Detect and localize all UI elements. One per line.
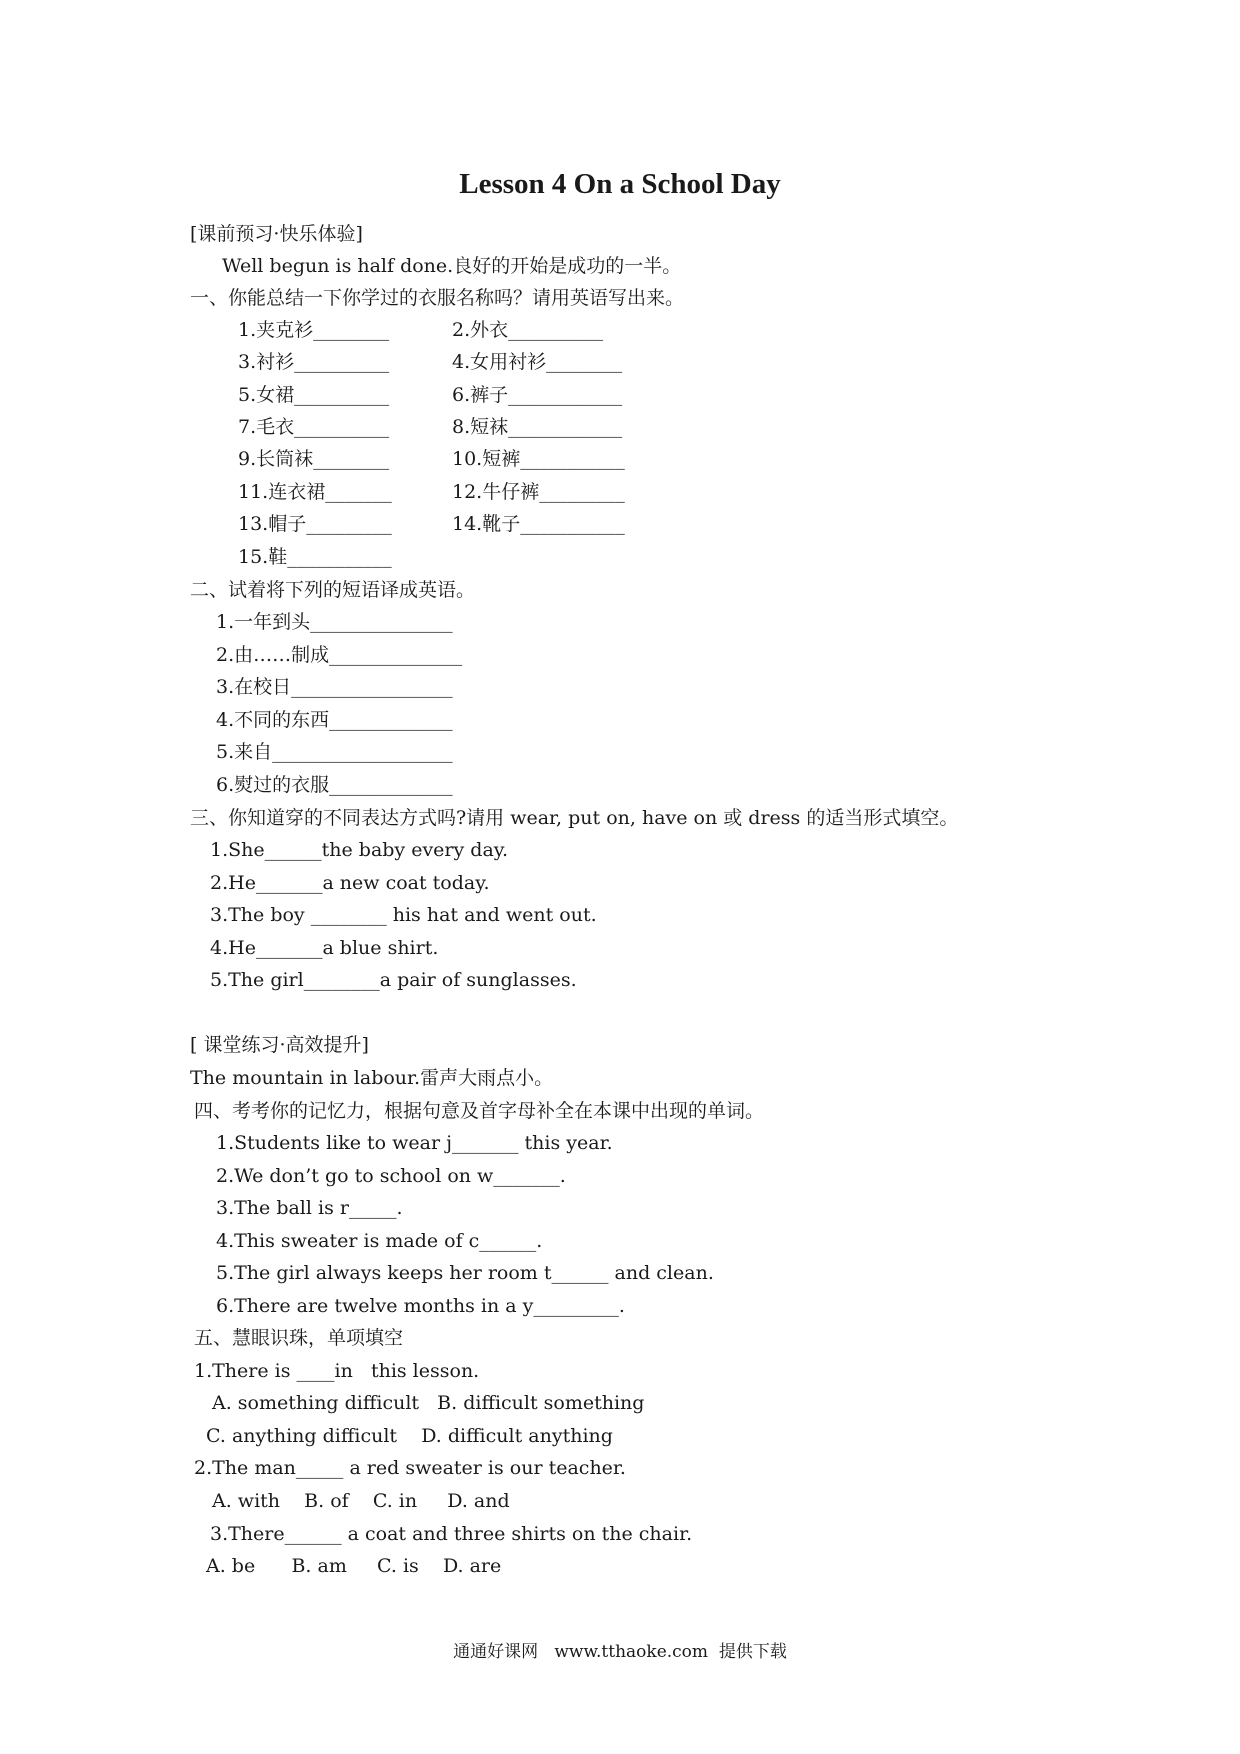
part1-heading: 一、你能总结一下你学过的衣服名称吗？请用英语写出来。 xyxy=(190,287,685,309)
part1-item: 11.连衣裙_______ xyxy=(238,481,392,503)
part2-item: 3.在校日_________________ xyxy=(216,676,453,698)
part1-item: 8.短袜____________ xyxy=(452,416,623,438)
part1-item: 2.外衣__________ xyxy=(452,319,604,341)
preview-motto: Well begun is half done.良好的开始是成功的一半。 xyxy=(222,255,682,277)
part1-item: 15.鞋___________ xyxy=(238,546,392,568)
part4-item: 6.There are twelve months in a y_________. xyxy=(216,1295,625,1317)
part3-item: 1.She______the baby every day. xyxy=(210,839,509,861)
part2-item: 6.熨过的衣服_____________ xyxy=(216,774,453,796)
part1-item: 3.衬衫__________ xyxy=(238,351,390,373)
preview-section-heading: [课前预习·快乐体验] xyxy=(190,223,363,245)
part2-item: 5.来自___________________ xyxy=(216,741,453,763)
part3-item: 4.He_______a blue shirt. xyxy=(210,937,439,959)
part2-heading: 二、试着将下列的短语译成英语。 xyxy=(190,579,476,601)
question-3: 3.There______ a coat and three shirts on the chair. xyxy=(210,1523,693,1545)
part2-item: 4.不同的东西_____________ xyxy=(216,709,453,731)
part4-item: 1.Students like to wear j_______ this year. xyxy=(216,1132,613,1154)
part1-item: 10.短裤___________ xyxy=(452,448,625,470)
part3-item: 2.He_______a new coat today. xyxy=(210,872,490,894)
part1-item: 6.裤子____________ xyxy=(452,384,623,406)
page-footer: 通通好课网 www.tthaoke.com 提供下载 xyxy=(453,1642,787,1662)
part4-item: 2.We don’t go to school on w_______. xyxy=(216,1165,566,1187)
part2-item: 2.由……制成______________ xyxy=(216,644,463,666)
part4-item: 3.The ball is r_____. xyxy=(216,1197,403,1219)
part1-item: 5.女裙__________ xyxy=(238,384,390,406)
part3-item: 5.The girl________a pair of sunglasses. xyxy=(210,969,577,991)
question-2-options: A. with B. of C. in D. and xyxy=(212,1490,510,1512)
part3-item: 3.The boy ________ his hat and went out. xyxy=(210,904,597,926)
question-1-options: A. something difficult B. difficult something xyxy=(212,1392,645,1414)
practice-section-heading: [ 课堂练习·高效提升] xyxy=(190,1034,369,1056)
question-2: 2.The man_____ a red sweater is our teacher. xyxy=(194,1457,626,1479)
part1-item: 9.长筒袜________ xyxy=(238,448,390,470)
part1-item: 13.帽子_________ xyxy=(238,513,392,535)
part1-item: 1.夹克衫________ xyxy=(238,319,390,341)
part4-item: 4.This sweater is made of c______. xyxy=(216,1230,543,1252)
part1-item: 12.牛仔裤_________ xyxy=(452,481,625,503)
part4-item: 5.The girl always keeps her room t______ and clean. xyxy=(216,1262,714,1284)
part1-item: 7.毛衣__________ xyxy=(238,416,390,438)
part3-heading: 三、你知道穿的不同表达方式吗?请用 wear, put on, have on 或 dress 的适当形式填空。 xyxy=(190,807,959,829)
part5-heading: 五、慧眼识珠，单项填空 xyxy=(194,1327,404,1349)
part1-item: 4.女用衬衫________ xyxy=(452,351,623,373)
practice-motto: The mountain in labour.雷声大雨点小。 xyxy=(190,1067,554,1089)
question-1: 1.There is ____in this lesson. xyxy=(194,1360,480,1382)
question-1-options: C. anything difficult D. difficult anything xyxy=(206,1425,613,1447)
page-title: Lesson 4 On a School Day xyxy=(459,168,781,200)
part4-heading: 四、考考你的记忆力，根据句意及首字母补全在本课中出现的单词。 xyxy=(194,1100,765,1122)
question-3-options: A. be B. am C. is D. are xyxy=(206,1555,502,1577)
part1-item: 14.靴子___________ xyxy=(452,513,625,535)
part2-item: 1.一年到头_______________ xyxy=(216,611,453,633)
